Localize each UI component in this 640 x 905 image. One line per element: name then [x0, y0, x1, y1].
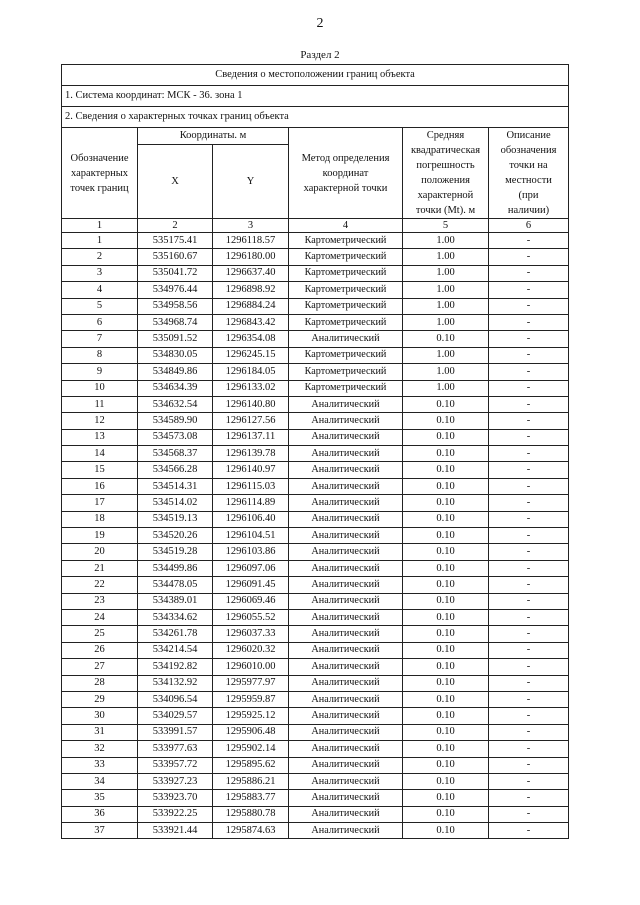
table-row — [62, 282, 569, 298]
error-cell: 0.10 — [403, 528, 489, 544]
method-cell: Аналитический — [289, 577, 403, 593]
x-coordinate-cell: 534849.86 — [138, 364, 213, 380]
point-number-cell: 29 — [62, 691, 138, 707]
y-coordinate-cell: 1296106.40 — [213, 511, 289, 527]
x-coordinate-cell: 534096.54 — [138, 691, 213, 707]
method-cell: Аналитический — [289, 806, 403, 822]
y-coordinate-cell: 1296140.97 — [213, 462, 289, 478]
table-row — [62, 724, 569, 740]
header-y: Y — [213, 145, 289, 219]
point-number-cell: 15 — [62, 462, 138, 478]
point-number-cell: 5 — [62, 298, 138, 314]
method-cell: Аналитический — [289, 478, 403, 494]
description-cell: - — [489, 593, 569, 609]
y-coordinate-cell: 1296133.02 — [213, 380, 289, 396]
header-error — [403, 128, 489, 219]
description-cell: - — [489, 298, 569, 314]
point-number-cell: 3 — [62, 265, 138, 281]
description-cell: - — [489, 528, 569, 544]
table-row — [62, 528, 569, 544]
point-number-cell: 30 — [62, 708, 138, 724]
description-cell: - — [489, 773, 569, 789]
method-cell: Картометрический — [289, 298, 403, 314]
error-cell: 1.00 — [403, 249, 489, 265]
description-cell: - — [489, 446, 569, 462]
error-cell: 0.10 — [403, 642, 489, 658]
table-row — [62, 823, 569, 839]
point-number-cell: 9 — [62, 364, 138, 380]
method-cell: Аналитический — [289, 593, 403, 609]
y-coordinate-cell: 1295977.97 — [213, 675, 289, 691]
header-col6-line: точки на — [509, 160, 548, 171]
y-coordinate-cell: 1295874.63 — [213, 823, 289, 839]
header-col1-line: характерных — [70, 167, 129, 179]
header-col5-line: положения — [421, 175, 470, 186]
error-cell: 0.10 — [403, 478, 489, 494]
column-number-row — [62, 219, 569, 233]
method-cell: Аналитический — [289, 675, 403, 691]
description-cell: - — [489, 609, 569, 625]
point-number-cell: 35 — [62, 790, 138, 806]
x-coordinate-cell: 534566.28 — [138, 462, 213, 478]
description-cell: - — [489, 626, 569, 642]
table-row — [62, 544, 569, 560]
x-coordinate-cell: 534132.92 — [138, 675, 213, 691]
y-coordinate-cell: 1296055.52 — [213, 609, 289, 625]
y-coordinate-cell: 1296637.40 — [213, 265, 289, 281]
description-cell: - — [489, 806, 569, 822]
description-cell: - — [489, 364, 569, 380]
error-cell: 0.10 — [403, 675, 489, 691]
point-number-cell: 23 — [62, 593, 138, 609]
section-title: Раздел 2 — [300, 49, 340, 61]
method-cell: Аналитический — [289, 790, 403, 806]
point-number-cell: 22 — [62, 577, 138, 593]
table-row — [62, 364, 569, 380]
table-row — [62, 446, 569, 462]
y-coordinate-cell: 1295895.62 — [213, 757, 289, 773]
method-cell: Аналитический — [289, 560, 403, 576]
table-row — [62, 478, 569, 494]
method-cell: Аналитический — [289, 396, 403, 412]
header-col5-line: квадратическая — [410, 145, 481, 156]
error-cell: 0.10 — [403, 724, 489, 740]
x-coordinate-cell: 534514.02 — [138, 495, 213, 511]
method-cell: Картометрический — [289, 282, 403, 298]
point-number-cell: 24 — [62, 609, 138, 625]
method-cell: Аналитический — [289, 429, 403, 445]
description-cell: - — [489, 495, 569, 511]
error-cell: 1.00 — [403, 347, 489, 363]
x-coordinate-cell: 534634.39 — [138, 380, 213, 396]
header-col6-line: обозначения — [500, 145, 557, 156]
point-number-cell: 6 — [62, 314, 138, 330]
table-row — [62, 429, 569, 445]
method-cell: Аналитический — [289, 544, 403, 560]
boundary-points-table — [61, 64, 569, 839]
method-cell: Аналитический — [289, 741, 403, 757]
description-cell: - — [489, 331, 569, 347]
error-cell: 0.10 — [403, 560, 489, 576]
x-coordinate-cell: 534519.28 — [138, 544, 213, 560]
y-coordinate-cell: 1296069.46 — [213, 593, 289, 609]
point-number-cell: 36 — [62, 806, 138, 822]
table-row — [62, 593, 569, 609]
description-cell: - — [489, 380, 569, 396]
point-number-cell: 8 — [62, 347, 138, 363]
header-col1-text — [64, 151, 135, 196]
y-coordinate-cell: 1295886.21 — [213, 773, 289, 789]
error-cell: 0.10 — [403, 429, 489, 445]
header-col5-line: характерной — [417, 190, 474, 201]
x-coordinate-cell: 534568.37 — [138, 446, 213, 462]
table-row — [62, 691, 569, 707]
header-col5-line: погрешность — [416, 160, 475, 171]
point-number-cell: 2 — [62, 249, 138, 265]
x-coordinate-cell: 534830.05 — [138, 347, 213, 363]
header-col6-line: наличии) — [507, 205, 550, 216]
header-col6-line: (при — [518, 190, 539, 201]
method-cell: Аналитический — [289, 823, 403, 839]
description-cell: - — [489, 675, 569, 691]
table-row — [62, 609, 569, 625]
point-number-cell: 19 — [62, 528, 138, 544]
point-number-cell: 11 — [62, 396, 138, 412]
table-row — [62, 675, 569, 691]
error-cell: 0.10 — [403, 577, 489, 593]
table-row — [62, 790, 569, 806]
method-cell: Аналитический — [289, 724, 403, 740]
x-coordinate-cell: 533977.63 — [138, 741, 213, 757]
table-row — [62, 233, 569, 249]
y-coordinate-cell: 1296104.51 — [213, 528, 289, 544]
header-col5-line: точки (Mt). м — [415, 205, 476, 216]
method-cell: Аналитический — [289, 757, 403, 773]
error-cell: 0.10 — [403, 544, 489, 560]
error-cell: 0.10 — [403, 823, 489, 839]
error-cell: 0.10 — [403, 773, 489, 789]
description-cell: - — [489, 823, 569, 839]
header-description — [489, 128, 569, 219]
error-cell: 0.10 — [403, 396, 489, 412]
error-cell: 1.00 — [403, 298, 489, 314]
table-row — [62, 642, 569, 658]
method-cell: Аналитический — [289, 773, 403, 789]
description-cell: - — [489, 724, 569, 740]
point-number-cell: 13 — [62, 429, 138, 445]
table-heading: Сведения о местоположении границ объекта — [62, 65, 569, 86]
point-number-cell: 7 — [62, 331, 138, 347]
column-number: 3 — [213, 219, 289, 233]
method-cell: Аналитический — [289, 659, 403, 675]
y-coordinate-cell: 1296127.56 — [213, 413, 289, 429]
x-coordinate-cell: 534976.44 — [138, 282, 213, 298]
point-number-cell: 1 — [62, 233, 138, 249]
description-cell: - — [489, 396, 569, 412]
error-cell: 1.00 — [403, 380, 489, 396]
y-coordinate-cell: 1296898.92 — [213, 282, 289, 298]
x-coordinate-cell: 534514.31 — [138, 478, 213, 494]
points-info-line: 2. Сведения о характерных точках границ объекта — [62, 107, 569, 128]
table-row — [62, 298, 569, 314]
x-coordinate-cell: 534478.05 — [138, 577, 213, 593]
description-cell: - — [489, 249, 569, 265]
method-cell: Аналитический — [289, 413, 403, 429]
method-cell: Аналитический — [289, 642, 403, 658]
description-cell: - — [489, 265, 569, 281]
description-cell: - — [489, 462, 569, 478]
header-col6-line: Описание — [506, 130, 551, 141]
x-coordinate-cell: 534968.74 — [138, 314, 213, 330]
error-cell: 0.10 — [403, 741, 489, 757]
point-number-cell: 27 — [62, 659, 138, 675]
header-coordinates-group: Координаты. м — [138, 128, 289, 145]
description-cell: - — [489, 577, 569, 593]
y-coordinate-cell: 1296115.03 — [213, 478, 289, 494]
error-cell: 0.10 — [403, 790, 489, 806]
description-cell: - — [489, 659, 569, 675]
x-coordinate-cell: 534958.56 — [138, 298, 213, 314]
table-row — [62, 577, 569, 593]
table-row — [62, 511, 569, 527]
y-coordinate-cell: 1296137.11 — [213, 429, 289, 445]
header-col4-line: Метод определения — [301, 152, 390, 164]
column-number: 2 — [138, 219, 213, 233]
point-number-cell: 28 — [62, 675, 138, 691]
error-cell: 1.00 — [403, 364, 489, 380]
y-coordinate-cell: 1296354.08 — [213, 331, 289, 347]
description-cell: - — [489, 413, 569, 429]
method-cell: Аналитический — [289, 446, 403, 462]
column-number: 1 — [62, 219, 138, 233]
table-row — [62, 708, 569, 724]
table-row — [62, 249, 569, 265]
y-coordinate-cell: 1295880.78 — [213, 806, 289, 822]
error-cell: 0.10 — [403, 462, 489, 478]
x-coordinate-cell: 534632.54 — [138, 396, 213, 412]
point-number-cell: 31 — [62, 724, 138, 740]
y-coordinate-cell: 1296139.78 — [213, 446, 289, 462]
page-number: 2 — [316, 16, 324, 31]
error-cell: 0.10 — [403, 413, 489, 429]
method-cell: Аналитический — [289, 691, 403, 707]
method-cell: Аналитический — [289, 708, 403, 724]
x-coordinate-cell: 534192.82 — [138, 659, 213, 675]
y-coordinate-cell: 1295883.77 — [213, 790, 289, 806]
x-coordinate-cell: 534520.26 — [138, 528, 213, 544]
header-col4-line: характерной точки — [303, 182, 388, 194]
method-cell: Картометрический — [289, 364, 403, 380]
y-coordinate-cell: 1296118.57 — [213, 233, 289, 249]
y-coordinate-cell: 1296843.42 — [213, 314, 289, 330]
point-number-cell: 33 — [62, 757, 138, 773]
point-number-cell: 12 — [62, 413, 138, 429]
x-coordinate-cell: 533923.70 — [138, 790, 213, 806]
header-col1-line: Обозначение — [70, 152, 129, 164]
header-x: X — [138, 145, 213, 219]
point-number-cell: 17 — [62, 495, 138, 511]
y-coordinate-cell: 1296103.86 — [213, 544, 289, 560]
column-number: 5 — [403, 219, 489, 233]
x-coordinate-cell: 535175.41 — [138, 233, 213, 249]
table-row — [62, 659, 569, 675]
y-coordinate-cell: 1296037.33 — [213, 626, 289, 642]
x-coordinate-cell: 534261.78 — [138, 626, 213, 642]
point-number-cell: 10 — [62, 380, 138, 396]
header-col4-line: координат — [322, 167, 369, 179]
method-cell: Картометрический — [289, 249, 403, 265]
column-number: 6 — [489, 219, 569, 233]
error-cell: 1.00 — [403, 233, 489, 249]
x-coordinate-cell: 534499.86 — [138, 560, 213, 576]
method-cell: Аналитический — [289, 462, 403, 478]
method-cell: Аналитический — [289, 626, 403, 642]
table-row — [62, 347, 569, 363]
point-number-cell: 20 — [62, 544, 138, 560]
point-number-cell: 4 — [62, 282, 138, 298]
error-cell: 0.10 — [403, 446, 489, 462]
point-number-cell: 16 — [62, 478, 138, 494]
y-coordinate-cell: 1296097.06 — [213, 560, 289, 576]
description-cell: - — [489, 429, 569, 445]
method-cell: Картометрический — [289, 347, 403, 363]
y-coordinate-cell: 1295902.14 — [213, 741, 289, 757]
table-row — [62, 560, 569, 576]
header-method — [289, 128, 403, 219]
error-cell: 0.10 — [403, 757, 489, 773]
y-coordinate-cell: 1296020.32 — [213, 642, 289, 658]
method-cell: Картометрический — [289, 314, 403, 330]
table-row — [62, 396, 569, 412]
description-cell: - — [489, 544, 569, 560]
method-cell: Картометрический — [289, 233, 403, 249]
description-cell: - — [489, 233, 569, 249]
table-row — [62, 757, 569, 773]
y-coordinate-cell: 1296180.00 — [213, 249, 289, 265]
description-cell: - — [489, 511, 569, 527]
header-col1-line: точек границ — [70, 182, 129, 194]
error-cell: 0.10 — [403, 609, 489, 625]
x-coordinate-cell: 533921.44 — [138, 823, 213, 839]
method-cell: Картометрический — [289, 265, 403, 281]
x-coordinate-cell: 534214.54 — [138, 642, 213, 658]
y-coordinate-cell: 1295906.48 — [213, 724, 289, 740]
table-row — [62, 462, 569, 478]
x-coordinate-cell: 533991.57 — [138, 724, 213, 740]
point-number-cell: 32 — [62, 741, 138, 757]
table-row — [62, 331, 569, 347]
column-number: 4 — [289, 219, 403, 233]
table-row — [62, 265, 569, 281]
description-cell: - — [489, 642, 569, 658]
method-cell: Картометрический — [289, 380, 403, 396]
point-number-cell: 14 — [62, 446, 138, 462]
y-coordinate-cell: 1296010.00 — [213, 659, 289, 675]
point-number-cell: 26 — [62, 642, 138, 658]
description-cell: - — [489, 282, 569, 298]
table-row — [62, 314, 569, 330]
point-number-cell: 34 — [62, 773, 138, 789]
description-cell: - — [489, 691, 569, 707]
point-number-cell: 37 — [62, 823, 138, 839]
x-coordinate-cell: 534589.90 — [138, 413, 213, 429]
description-cell: - — [489, 708, 569, 724]
description-cell: - — [489, 314, 569, 330]
x-coordinate-cell: 533922.25 — [138, 806, 213, 822]
x-coordinate-cell: 533927.23 — [138, 773, 213, 789]
x-coordinate-cell: 534389.01 — [138, 593, 213, 609]
y-coordinate-cell: 1296184.05 — [213, 364, 289, 380]
x-coordinate-cell: 534334.62 — [138, 609, 213, 625]
method-cell: Аналитический — [289, 511, 403, 527]
x-coordinate-cell: 535091.52 — [138, 331, 213, 347]
table-row — [62, 626, 569, 642]
table-row — [62, 495, 569, 511]
description-cell: - — [489, 790, 569, 806]
error-cell: 0.10 — [403, 626, 489, 642]
coordinate-system-line: 1. Система координат: МСК - 36. зона 1 — [62, 86, 569, 107]
table-row — [62, 741, 569, 757]
method-cell: Аналитический — [289, 528, 403, 544]
y-coordinate-cell: 1296140.80 — [213, 396, 289, 412]
x-coordinate-cell: 535160.67 — [138, 249, 213, 265]
method-cell: Аналитический — [289, 495, 403, 511]
method-cell: Аналитический — [289, 331, 403, 347]
error-cell: 0.10 — [403, 708, 489, 724]
x-coordinate-cell: 535041.72 — [138, 265, 213, 281]
y-coordinate-cell: 1296884.24 — [213, 298, 289, 314]
x-coordinate-cell: 533957.72 — [138, 757, 213, 773]
y-coordinate-cell: 1295959.87 — [213, 691, 289, 707]
x-coordinate-cell: 534029.57 — [138, 708, 213, 724]
error-cell: 0.10 — [403, 593, 489, 609]
error-cell: 0.10 — [403, 659, 489, 675]
error-cell: 0.10 — [403, 691, 489, 707]
header-col6-line: местности — [505, 175, 552, 186]
error-cell: 0.10 — [403, 495, 489, 511]
y-coordinate-cell: 1296245.15 — [213, 347, 289, 363]
table-row — [62, 413, 569, 429]
description-cell: - — [489, 741, 569, 757]
y-coordinate-cell: 1296114.89 — [213, 495, 289, 511]
point-number-cell: 21 — [62, 560, 138, 576]
header-point-designation — [62, 128, 138, 219]
error-cell: 1.00 — [403, 314, 489, 330]
point-number-cell: 25 — [62, 626, 138, 642]
table-row — [62, 773, 569, 789]
table-row — [62, 806, 569, 822]
error-cell: 0.10 — [403, 806, 489, 822]
error-cell: 0.10 — [403, 511, 489, 527]
method-cell: Аналитический — [289, 609, 403, 625]
description-cell: - — [489, 478, 569, 494]
description-cell: - — [489, 347, 569, 363]
table-row — [62, 380, 569, 396]
x-coordinate-cell: 534573.08 — [138, 429, 213, 445]
description-cell: - — [489, 560, 569, 576]
header-col5-line: Средняя — [426, 130, 465, 141]
y-coordinate-cell: 1295925.12 — [213, 708, 289, 724]
error-cell: 1.00 — [403, 282, 489, 298]
description-cell: - — [489, 757, 569, 773]
x-coordinate-cell: 534519.13 — [138, 511, 213, 527]
point-number-cell: 18 — [62, 511, 138, 527]
y-coordinate-cell: 1296091.45 — [213, 577, 289, 593]
error-cell: 1.00 — [403, 265, 489, 281]
error-cell: 0.10 — [403, 331, 489, 347]
